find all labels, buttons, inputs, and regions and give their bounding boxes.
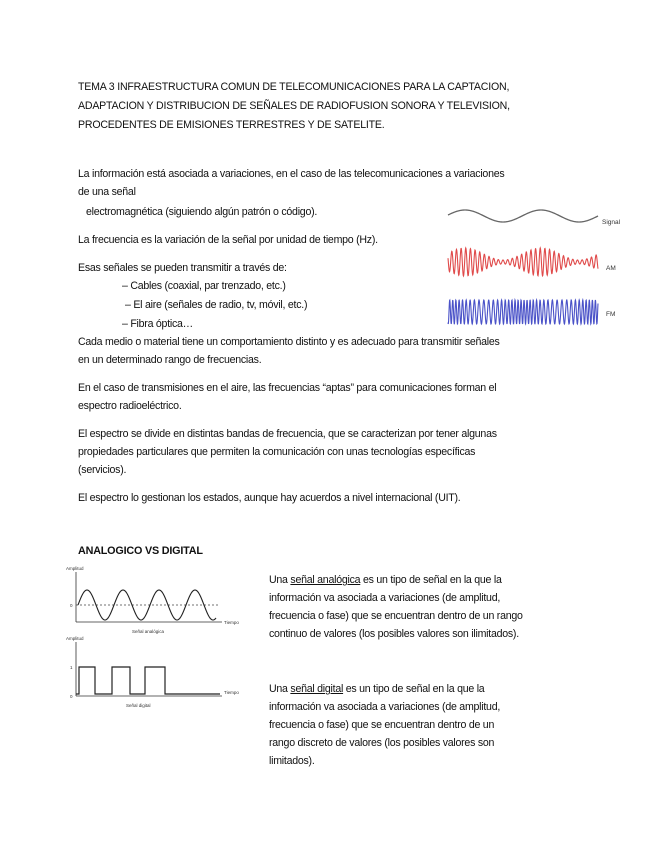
signal-wave bbox=[448, 210, 598, 222]
digital-term: señal digital bbox=[290, 683, 344, 695]
bands-line-2: propiedades particulares que permiten la comunicación con unas tecnologías específicas bbox=[78, 446, 476, 458]
analog-line-4: continuo de valores (los posibles valores son ilimitados). bbox=[269, 628, 519, 640]
fm-wave bbox=[448, 300, 598, 324]
digital-line-4: rango discreto de valores (los posibles valores son bbox=[269, 737, 495, 749]
intro-line-2: de una señal bbox=[78, 186, 136, 198]
digital-one: 1 bbox=[70, 665, 73, 670]
digital-caption: Señal digital bbox=[126, 703, 151, 708]
intro-line-1: La información está asociada a variaciones, en el caso de las telecomunicaciones a variaciones bbox=[78, 168, 505, 180]
analog-line-1 bbox=[269, 572, 502, 590]
digital-line-2: información va asociada a variaciones (de amplitud, bbox=[269, 701, 501, 713]
title-line-1: TEMA 3 INFRAESTRUCTURA COMUN DE TELECOMUNICACIONES PARA LA CAPTACION, bbox=[78, 81, 510, 93]
title-line-3: PROCEDENTES DE EMISIONES TERRESTRES Y DE SATELITE. bbox=[78, 119, 385, 131]
air-line-2: espectro radioeléctrico. bbox=[78, 400, 182, 412]
media-line-2: en un determinado rango de frecuencias. bbox=[78, 354, 262, 366]
modulation-figure bbox=[446, 200, 626, 335]
transmit-item-fiber: – Fibra óptica… bbox=[122, 318, 194, 330]
document-title bbox=[78, 78, 510, 135]
digital-signal-figure bbox=[64, 632, 244, 712]
digital-post: es un tipo de señal en la que la bbox=[343, 683, 485, 695]
digital-pre: Una bbox=[269, 683, 291, 695]
analog-line-3: frecuencia o fase) que se encuentran dentro de un rango bbox=[269, 610, 523, 622]
analog-zero: 0 bbox=[70, 603, 73, 608]
frequency-paragraph: La frecuencia es la variación de la señal por unidad de tiempo (Hz). bbox=[78, 234, 378, 246]
analog-signal-figure bbox=[64, 562, 244, 637]
bands-line-1: El espectro se divide en distintas bandas de frecuencia, que se caracterizan por tener algunas bbox=[78, 428, 497, 440]
analog-line-2: información va asociada a variaciones (de amplitud, bbox=[269, 592, 501, 604]
signal-label: Signal bbox=[602, 219, 621, 226]
transmit-intro: Esas señales se pueden transmitir a través de: bbox=[78, 262, 287, 274]
title-line-2: ADAPTACION Y DISTRIBUCION DE SEÑALES DE RADIOFUSION SONORA Y TELEVISION, bbox=[78, 100, 510, 112]
intro-line-3: electromagnética (siguiendo algún patrón o código). bbox=[86, 206, 318, 218]
transmit-item-air: – El aire (señales de radio, tv, móvil, etc.) bbox=[125, 299, 308, 311]
am-label: AM bbox=[606, 265, 616, 272]
bands-line-3: (servicios). bbox=[78, 464, 127, 476]
digital-xlabel: Tiempo bbox=[224, 690, 239, 695]
digital-ylabel: Amplitud bbox=[66, 636, 84, 641]
management-paragraph: El espectro lo gestionan los estados, aunque hay acuerdos a nivel internacional (UIT). bbox=[78, 492, 461, 504]
digital-line-5: limitados). bbox=[269, 755, 315, 767]
analog-term: señal analógica bbox=[290, 574, 361, 586]
analog-xlabel: Tiempo bbox=[224, 620, 239, 625]
digital-zero: 0 bbox=[70, 694, 73, 699]
media-line-1: Cada medio o material tiene un comportamiento distinto y es adecuado para transmitir señales bbox=[78, 336, 500, 348]
digital-line-1 bbox=[269, 681, 484, 699]
air-line-1: En el caso de transmisiones en el aire, las frecuencias “aptas” para comunicaciones forman el bbox=[78, 382, 497, 394]
am-wave bbox=[448, 248, 598, 276]
analog-wave bbox=[78, 590, 216, 620]
transmit-item-cables: – Cables (coaxial, par trenzado, etc.) bbox=[122, 280, 286, 292]
digital-line-3: frecuencia o fase) que se encuentran dentro de un bbox=[269, 719, 495, 731]
digital-wave bbox=[76, 667, 220, 694]
fm-label: FM bbox=[606, 311, 616, 318]
analog-caption: Señal analógica bbox=[132, 629, 165, 634]
analog-pre: Una bbox=[269, 574, 291, 586]
section-heading-analog-digital: ANALOGICO VS DIGITAL bbox=[78, 545, 203, 557]
analog-post: es un tipo de señal en la que la bbox=[360, 574, 502, 586]
analog-ylabel: Amplitud bbox=[66, 566, 84, 571]
